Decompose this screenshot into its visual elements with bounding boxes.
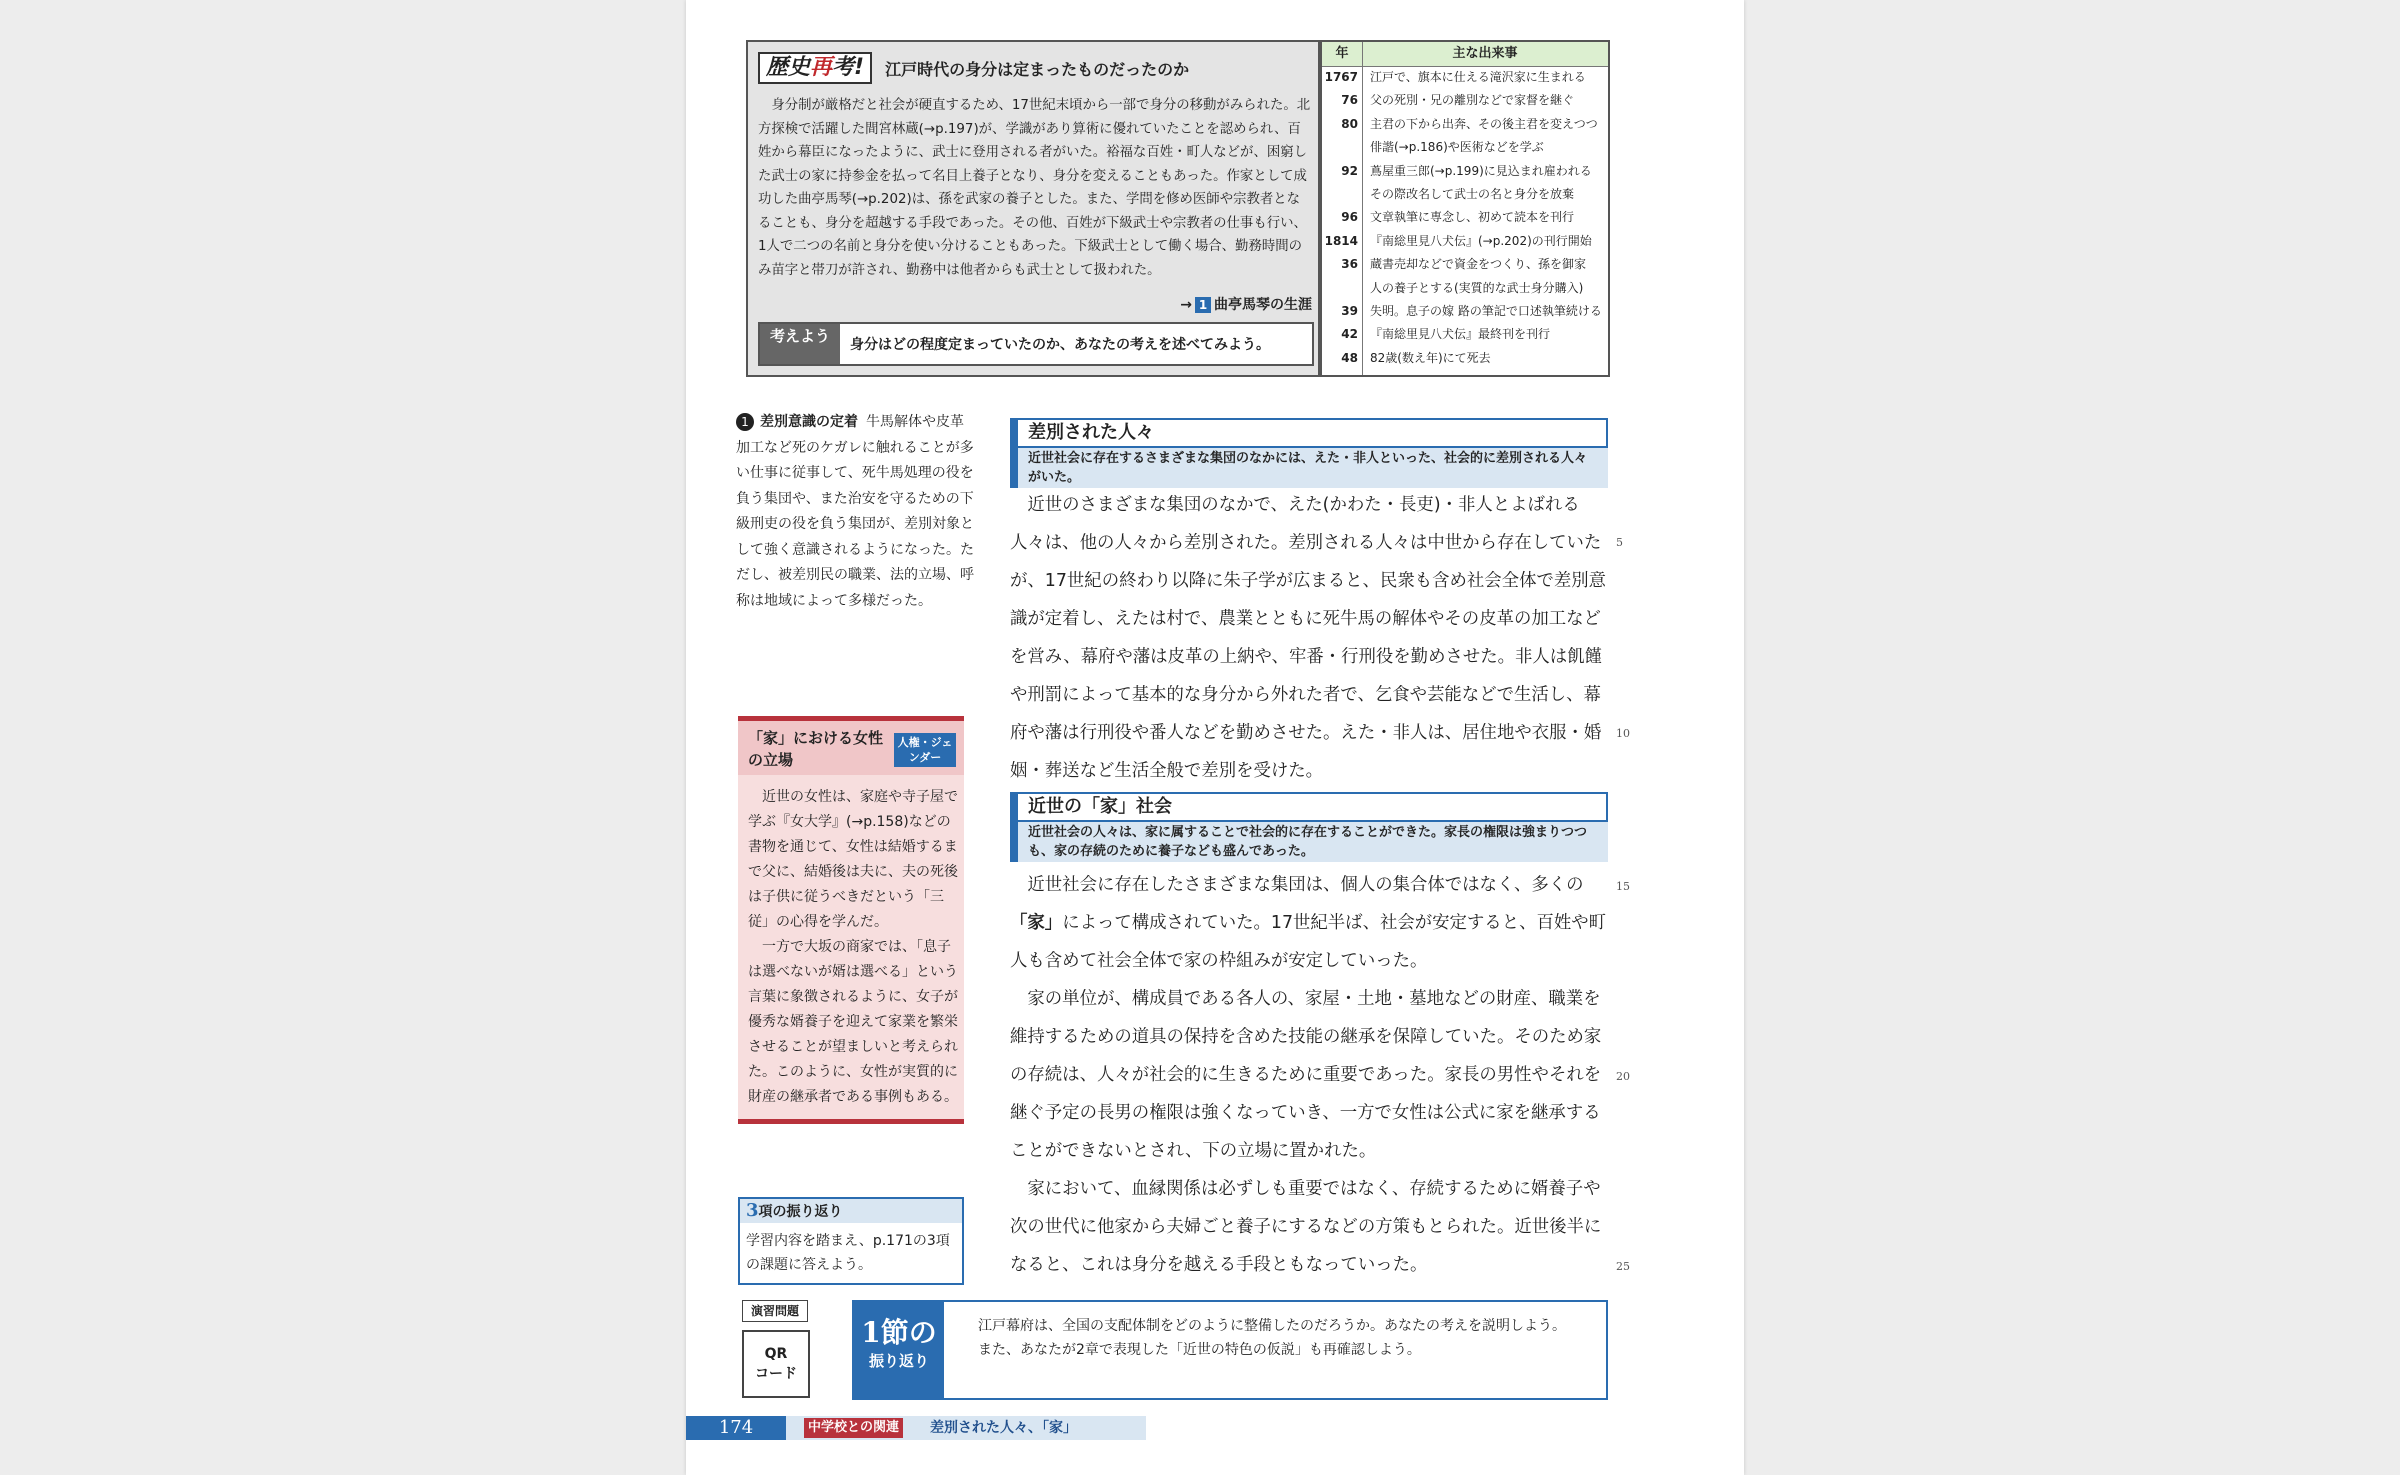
timeline-row xyxy=(1322,277,1608,300)
qr-code-box[interactable] xyxy=(742,1330,810,1398)
section-heading-sabetsu: 差別された人々 xyxy=(1010,418,1608,448)
body-paragraph: 近世のさまざまな集団のなかで、えた(かわた・長吏)・非人とよばれる人々は、他の人々から差別された。差別される人々は中世から存在していたが、17世紀の終わり以降に朱子学が広まると、民衆も含め社会全体で差別意識が定着し、えたは村で、農業とともに死牛馬の解体やその皮革の加工などを営み、幕府や藩は皮革の上納や、牢番・行刑役を勤めさせた。非人は飢饉や刑罰によって基本的な身分から外れた者で、乞食や芸能などで生活し、幕府や藩は行刑役や番人などを勤めさせた。えた・非人は、居住地や衣服・婚姻・葬送など生活全般で差別を受けた。 xyxy=(1010,495,1607,781)
timeline-row xyxy=(1322,113,1608,136)
human-rights-gender-tag: 人権・ジェンダー xyxy=(894,733,956,767)
timeline-row xyxy=(1322,66,1608,89)
timeline-row xyxy=(1322,160,1608,183)
note-heading: 差別意識の定着 xyxy=(760,414,858,430)
timeline-year: 96 xyxy=(1341,210,1358,225)
rekishi-badge: 歴史再考! xyxy=(758,52,872,84)
body-paragraph: 家の単位が、構成員である各人の、家屋・土地・墓地などの財産、職業を維持するための道具の保持を含めた技能の継承を保障していた。そのため家の存続は、人々が社会的に生きるために重要であった。家長の男性やそれを継ぐ予定の長男の権限は強くなっていき、一方で女性は公式に家を継承することができないとされ、下の立場に置かれた。 xyxy=(1010,989,1602,1161)
timeline-event: 人の養子とする(実質的な武士身分購入) xyxy=(1370,280,1584,295)
rekishi-title: 江戸時代の身分は定まったものだったのか xyxy=(885,59,1190,79)
timeline-year: 76 xyxy=(1341,93,1358,108)
timeline-year: 42 xyxy=(1341,327,1358,342)
timeline-event: 失明。息子の嫁 路の筆記で口述執筆続ける xyxy=(1370,303,1602,318)
section-3-review-text: 学習内容を踏まえ、p.171の3項の課題に答えよう。 xyxy=(746,1233,950,1273)
timeline-event: 父の死別・兄の離別などで家督を継ぐ xyxy=(1370,93,1575,108)
timeline-row xyxy=(1322,300,1608,323)
section-body-ie xyxy=(1010,866,1610,1286)
ie-paragraph: 近世の女性は、家庭や寺子屋で学ぶ『女大学』(→p.158)などの書物を通じて、女性は結婚するまで父に、結婚後は夫に、夫の死後は子供に従うべきだという「三従」の心得を学んだ。 xyxy=(748,789,958,930)
qr-code-text: QR xyxy=(764,1346,788,1362)
section-3-review-heading: 3項の振り返り xyxy=(740,1199,962,1223)
review-question: また、あなたが2章で表現した「近世の特色の仮説」も再確認しよう。 xyxy=(978,1342,1421,1358)
section-summary-ie: 近世社会の人々は、家に属することで社会的に存在することができた。家長の権限は強まりつつも、家の存続のために養子なども盛んであった。 xyxy=(1010,822,1608,862)
kangaeyou-label: 考えよう xyxy=(760,324,840,364)
timeline-event: 『南総里見八犬伝』(→p.202)の刊行開始 xyxy=(1370,233,1592,248)
chapter-1-review-label: 1節の 振り返り xyxy=(854,1302,944,1398)
body-paragraph: 近世社会に存在したさまざまな集団は、個人の集合体ではなく、多くの「家」によって構成されていた。17世紀半ば、社会が安定すると、百姓や町人も含めて社会全体で家の枠組みが安定していった。 xyxy=(1010,875,1607,971)
timeline-event: 『南総里見八犬伝』最終刊を刊行 xyxy=(1370,327,1551,342)
note-text: 牛馬解体や皮革加工など死のケガレに触れることが多い仕事に従事して、死牛馬処理の役を負う集団や、また治安を守るための下級刑吏の役を負う集団が、差別対象として強く意識されるようになった。ただし、被差別民の職業、法的立場、呼称は地域によって多様だった。 xyxy=(736,414,974,609)
timeline-row xyxy=(1322,347,1608,370)
timeline-year: 1814 xyxy=(1324,233,1358,248)
side-note xyxy=(736,410,974,670)
rekishi-body-text: 身分制が厳格だと社会が硬直するため、17世紀末頃から一部で身分の移動がみられた。北方探検で活躍した間宮林蔵(→p.197)が、学識があり算術に優れていたことを認められ、百姓から幕臣になったように、武士に登用される者がいた。裕福な百姓・町人などが、困窮した武士の家に持参金を払って名目上養子となり、身分を変えることもあった。作家として成功した曲亭馬琴(→p.202)は、孫を武家の養子とした。また、学問を修め医師や宗教者となることも、身分を超越する手段であった。その他、百姓が下級武士や宗教者の仕事も行い、1人で二つの名前と身分を使い分けることもあった。下級武士として働く場合、勤務時間のみ苗字と帯刀が許され、勤務中は他者からも武士として扱われた。 xyxy=(758,98,1311,278)
timeline-year: 80 xyxy=(1341,116,1358,131)
timeline-event: 文章執筆に専念し、初めて読本を刊行 xyxy=(1370,210,1575,225)
timeline-row xyxy=(1322,89,1608,112)
rekishi-header xyxy=(758,52,1318,82)
timeline-year: 39 xyxy=(1341,303,1358,318)
timeline-event: 俳諧(→p.186)や医術などを学ぶ xyxy=(1370,140,1544,155)
timeline-row xyxy=(1322,253,1608,276)
kangaeyou-question: 身分はどの程度定まっていたのか、あなたの考えを述べてみよう。 xyxy=(850,337,1270,353)
timeline-event: その際改名して武士の名と身分を放棄 xyxy=(1370,186,1575,201)
timeline-table xyxy=(1320,40,1610,377)
review-question: 江戸幕府は、全国の支配体制をどのように整備したのだろうか。あなたの考えを説明しよう。 xyxy=(978,1318,1566,1334)
timeline-year: 1767 xyxy=(1324,70,1358,84)
body-paragraph: 家において、血縁関係は必ずしも重要ではなく、存続するために婿養子や次の世代に他家から夫婦ごと養子にするなどの方策もとられた。近世後半になると、これは身分を越える手段ともなっていった。 xyxy=(1010,1179,1602,1275)
kangaeyou-box xyxy=(758,322,1314,366)
note-number-badge: 1 xyxy=(736,413,754,431)
footer-title: 差別された人々、「家」 xyxy=(930,1420,1077,1436)
arrow-right-icon: → xyxy=(1180,297,1192,313)
ie-column-title: 「家」における女性の立場 xyxy=(748,729,884,769)
page-number: 174 xyxy=(686,1416,786,1440)
line-number: 10 xyxy=(1616,727,1630,740)
ie-column-box xyxy=(738,716,964,1124)
section-3-review-box xyxy=(738,1197,964,1285)
timeline-event: 蔦屋重三郎(→p.199)に見込まれ雇われる xyxy=(1370,163,1592,178)
junior-high-relation-tag: 中学校との関連 xyxy=(804,1418,903,1438)
ie-column-body xyxy=(748,785,958,1110)
timeline-row xyxy=(1322,323,1608,346)
line-number: 20 xyxy=(1616,1070,1630,1083)
ie-paragraph: 一方で大坂の商家では、「息子は選べないが婿は選べる」という言葉に象徴されるように、女子が優秀な婿養子を迎えて家業を繁栄させることが望ましいと考えられた。このように、女性が実質的に財産の継承者である事例もある。 xyxy=(748,939,958,1105)
section-summary-sabetsu: 近世社会に存在するさまざまな集団のなかには、えた・非人といった、社会的に差別される人々がいた。 xyxy=(1010,448,1608,488)
exercise-label: 演習問題 xyxy=(742,1300,808,1322)
timeline-row xyxy=(1322,136,1608,159)
timeline-header xyxy=(1322,42,1608,67)
chapter-1-review-box xyxy=(852,1300,1608,1400)
qr-code-text: コード xyxy=(755,1366,797,1382)
ie-column-header xyxy=(738,721,964,775)
line-number: 15 xyxy=(1616,880,1630,893)
rekishi-reference-link[interactable] xyxy=(1098,294,1312,316)
timeline-event: 蔵書売却などで資金をつくり、孫を御家 xyxy=(1370,257,1587,272)
section-heading-ie: 近世の「家」社会 xyxy=(1010,792,1608,822)
reference-link-label: 曲亭馬琴の生涯 xyxy=(1214,297,1312,313)
timeline-event: 主君の下から出奔、その後主君を変えつつ xyxy=(1370,116,1598,131)
timeline-col-event: 主な出来事 xyxy=(1452,46,1518,61)
line-number: 25 xyxy=(1616,1260,1630,1273)
timeline-event: 82歳(数え年)にて死去 xyxy=(1370,350,1491,365)
timeline-year: 36 xyxy=(1341,257,1358,272)
timeline-row xyxy=(1322,230,1608,253)
line-number: 5 xyxy=(1616,536,1623,549)
timeline-event: 江戸で、旗本に仕える滝沢家に生まれる xyxy=(1370,70,1586,84)
section-body-sabetsu xyxy=(1010,486,1610,790)
page-footer xyxy=(686,1416,1146,1440)
timeline-rows xyxy=(1322,66,1608,370)
textbook-page xyxy=(686,0,1744,1475)
timeline-year: 92 xyxy=(1341,163,1358,178)
timeline-row xyxy=(1322,206,1608,229)
timeline-row xyxy=(1322,183,1608,206)
chapter-1-review-questions xyxy=(964,1314,1594,1362)
timeline-year: 48 xyxy=(1341,350,1358,365)
reference-number-badge: 1 xyxy=(1195,297,1211,313)
rekishi-saikou-box xyxy=(746,40,1320,377)
timeline-col-year: 年 xyxy=(1322,42,1363,66)
